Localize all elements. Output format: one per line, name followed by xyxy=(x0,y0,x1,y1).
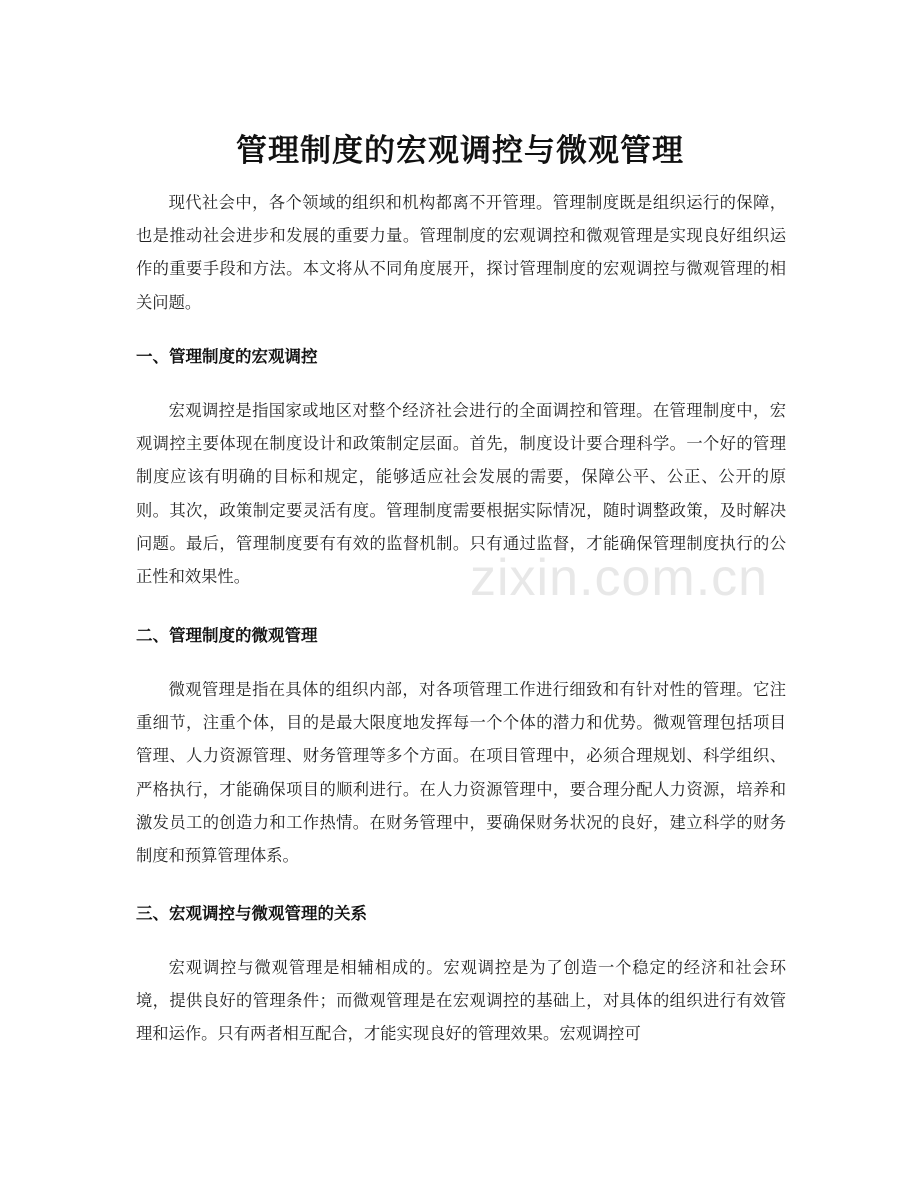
section-heading-1: 一、管理制度的宏观调控 xyxy=(136,347,318,366)
section-body-1: 宏观调控是指国家或地区对整个经济社会进行的全面调控和管理。在管理制度中，宏观调控主要体现在制度设计和政策制定层面。首先，制度设计要合理科学。一个好的管理制度应该有明确的目标和规定，能够适应社会发展的需要，保障公平、公正、公开的原则。其次，政策制定要灵活有度。管理制度需要根据实际情况，随时调整政策，及时解决问题。最后，管理制度要有有效的监督机制。只有通过监督，才能确保管理制度执行的公正性和效果性。 xyxy=(136,401,786,587)
section-body-2: 微观管理是指在具体的组织内部，对各项管理工作进行细致和有针对性的管理。它注重细节，注重个体，目的是最大限度地发挥每一个个体的潜力和优势。微观管理包括项目管理、人力资源管理、财务管理等多个方面。在项目管理中，必须合理规划、科学组织、严格执行，才能确保项目的顺利进行。在人力资源管理中，要合理分配人力资源，培养和激发员工的创造力和工作热情。在财务管理中，要确保财务状况的良好，建立科学的财务制度和预算管理体系。 xyxy=(136,680,786,866)
section-heading-3: 三、宏观调控与微观管理的关系 xyxy=(136,904,367,923)
intro-paragraph: 现代社会中，各个领域的组织和机构都离不开管理。管理制度既是组织运行的保障，也是推动社会进步和发展的重要力量。管理制度的宏观调控和微观管理是实现良好组织运作的重要手段和方法。本文将从不同角度展开，探讨管理制度的宏观调控与微观管理的相关问题。 xyxy=(136,193,786,312)
section-heading-2: 二、管理制度的微观管理 xyxy=(136,626,318,645)
watermark: zixin.com.cn xyxy=(470,549,769,607)
section-body-3: 宏观调控与微观管理是相辅相成的。宏观调控是为了创造一个稳定的经济和社会环境，提供良好的管理条件；而微观管理是在宏观调控的基础上，对具体的组织进行有效管理和运作。只有两者相互配合，才能实现良好的管理效果。宏观调控可 xyxy=(136,958,786,1044)
document-title: 管理制度的宏观调控与微观管理 xyxy=(236,132,684,169)
